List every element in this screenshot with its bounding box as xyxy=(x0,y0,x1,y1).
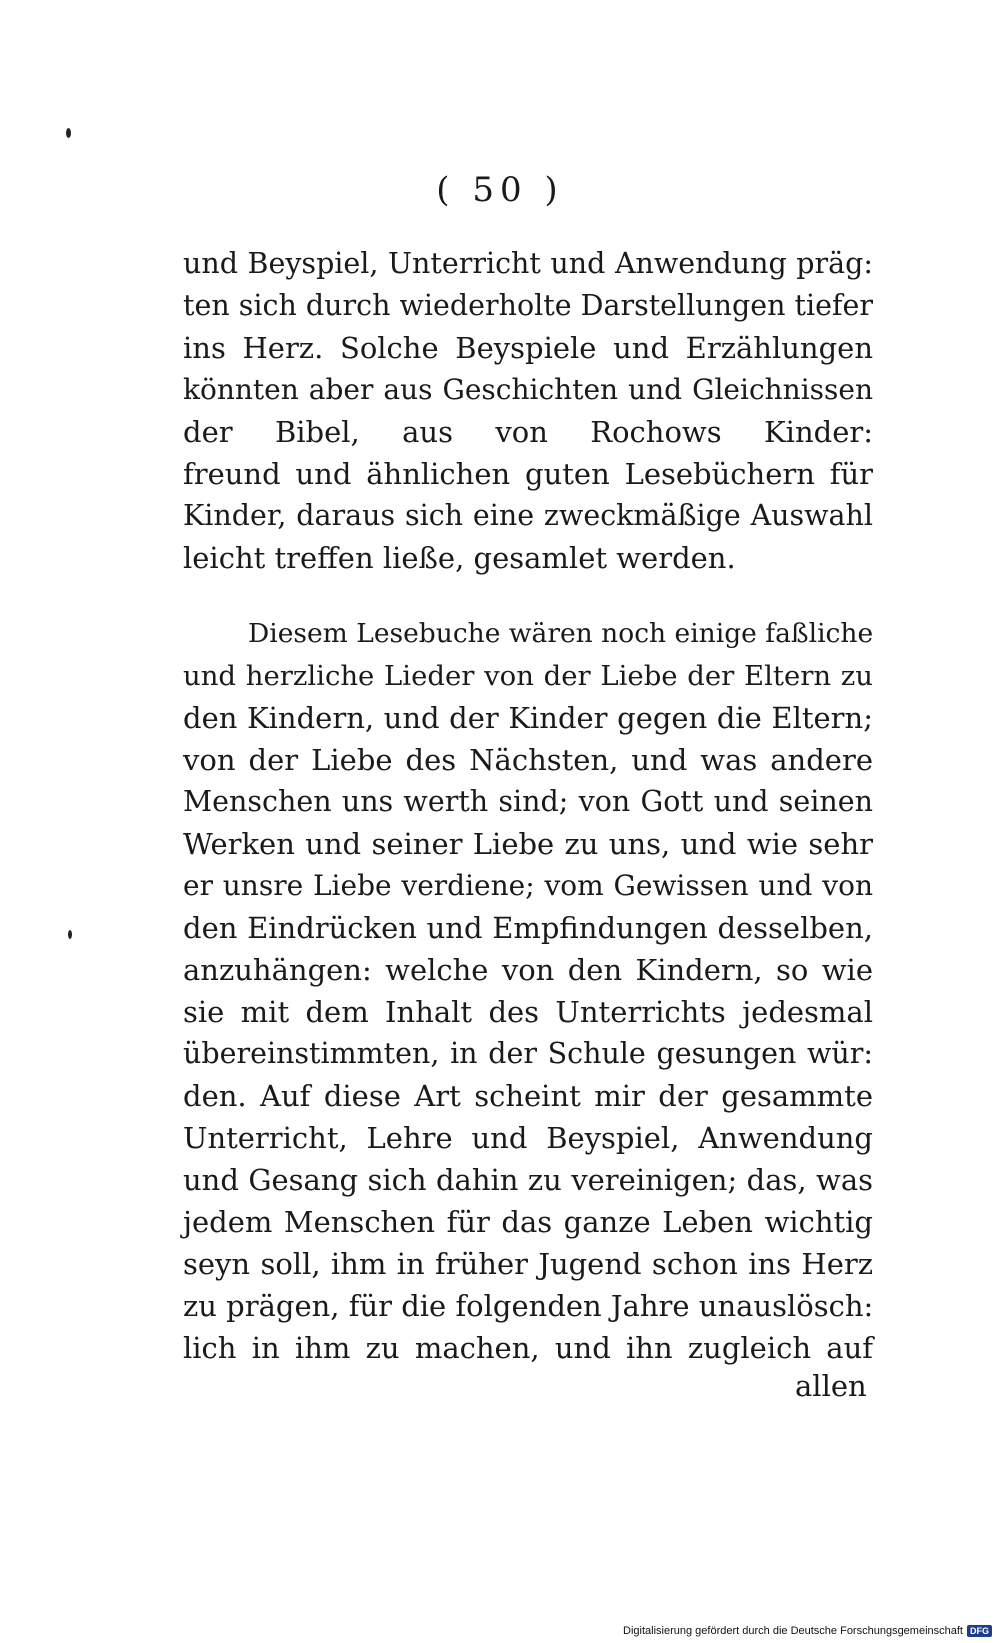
text-line: leicht treffen ließe, gesamlet werden. xyxy=(183,541,736,575)
text-line: von der Liebe des Nächsten, und was andere xyxy=(183,743,873,777)
digitization-credit xyxy=(623,1625,992,1637)
text-line: den Eindrücken und Empfindungen desselben, xyxy=(183,911,873,945)
paragraph-2 xyxy=(183,613,873,1369)
text-line: und herzliche Lieder von der Liebe der Eltern zu xyxy=(183,660,873,692)
text-line: und Gesang sich dahin zu vereinigen; das, was xyxy=(183,1163,873,1197)
text-line: Menschen uns werth sind; von Gott und seinen xyxy=(183,785,873,818)
text-line: anzuhängen: welche von den Kindern, so wie xyxy=(183,953,873,987)
text-line: zu prägen, für die folgenden Jahre unauslösch: xyxy=(183,1289,874,1323)
text-line: und Beyspiel, Unterricht und Anwendung präg: xyxy=(183,247,873,280)
text-line: freund und ähnlichen guten Lesebüchern für xyxy=(183,457,873,491)
margin-speck xyxy=(66,128,71,138)
text-line: Diesem Lesebuche wären noch einige faßliche xyxy=(248,618,874,649)
text-line: seyn soll, ihm in früher Jugend schon ins Herz xyxy=(183,1247,873,1281)
text-line: sie mit dem Inhalt des Unterrichts jedesmal xyxy=(183,995,873,1029)
text-line: ten sich durch wiederholte Darstellungen tiefer xyxy=(183,289,873,322)
text-line: könnten aber aus Geschichten und Gleichnissen xyxy=(183,373,873,406)
text-line: Werken und seiner Liebe zu uns, und wie sehr xyxy=(183,827,873,861)
text-line: Unterricht, Lehre und Beyspiel, Anwendung xyxy=(183,1121,873,1155)
text-line: ins Herz. Solche Beyspiele und Erzählungen xyxy=(183,331,873,365)
text-line: den. Auf diese Art scheint mir der gesammte xyxy=(183,1079,873,1113)
credit-text: Digitalisierung gefördert durch die Deutsche Forschungsgemeinschaft xyxy=(623,1625,963,1637)
text-line: er unsre Liebe verdiene; vom Gewissen und von xyxy=(183,869,873,902)
text-line: lich in ihm zu machen, und ihn zugleich auf xyxy=(183,1331,873,1365)
dfg-logo-icon: DFG xyxy=(967,1625,992,1637)
text-line: Kinder, daraus sich eine zweckmäßige Auswahl xyxy=(183,499,873,532)
text-line: den Kindern, und der Kinder gegen die Eltern; xyxy=(183,701,873,735)
catchword: allen xyxy=(795,1369,867,1403)
paragraph-1 xyxy=(183,243,873,579)
text-line: der Bibel, aus von Rochows Kinder: xyxy=(183,415,873,449)
text-line: übereinstimmten, in der Schule gesungen wür: xyxy=(183,1037,873,1070)
text-line: jedem Menschen für das ganze Leben wichtig xyxy=(183,1205,873,1239)
margin-speck xyxy=(68,930,72,939)
page-number: ( 50 ) xyxy=(436,170,564,210)
